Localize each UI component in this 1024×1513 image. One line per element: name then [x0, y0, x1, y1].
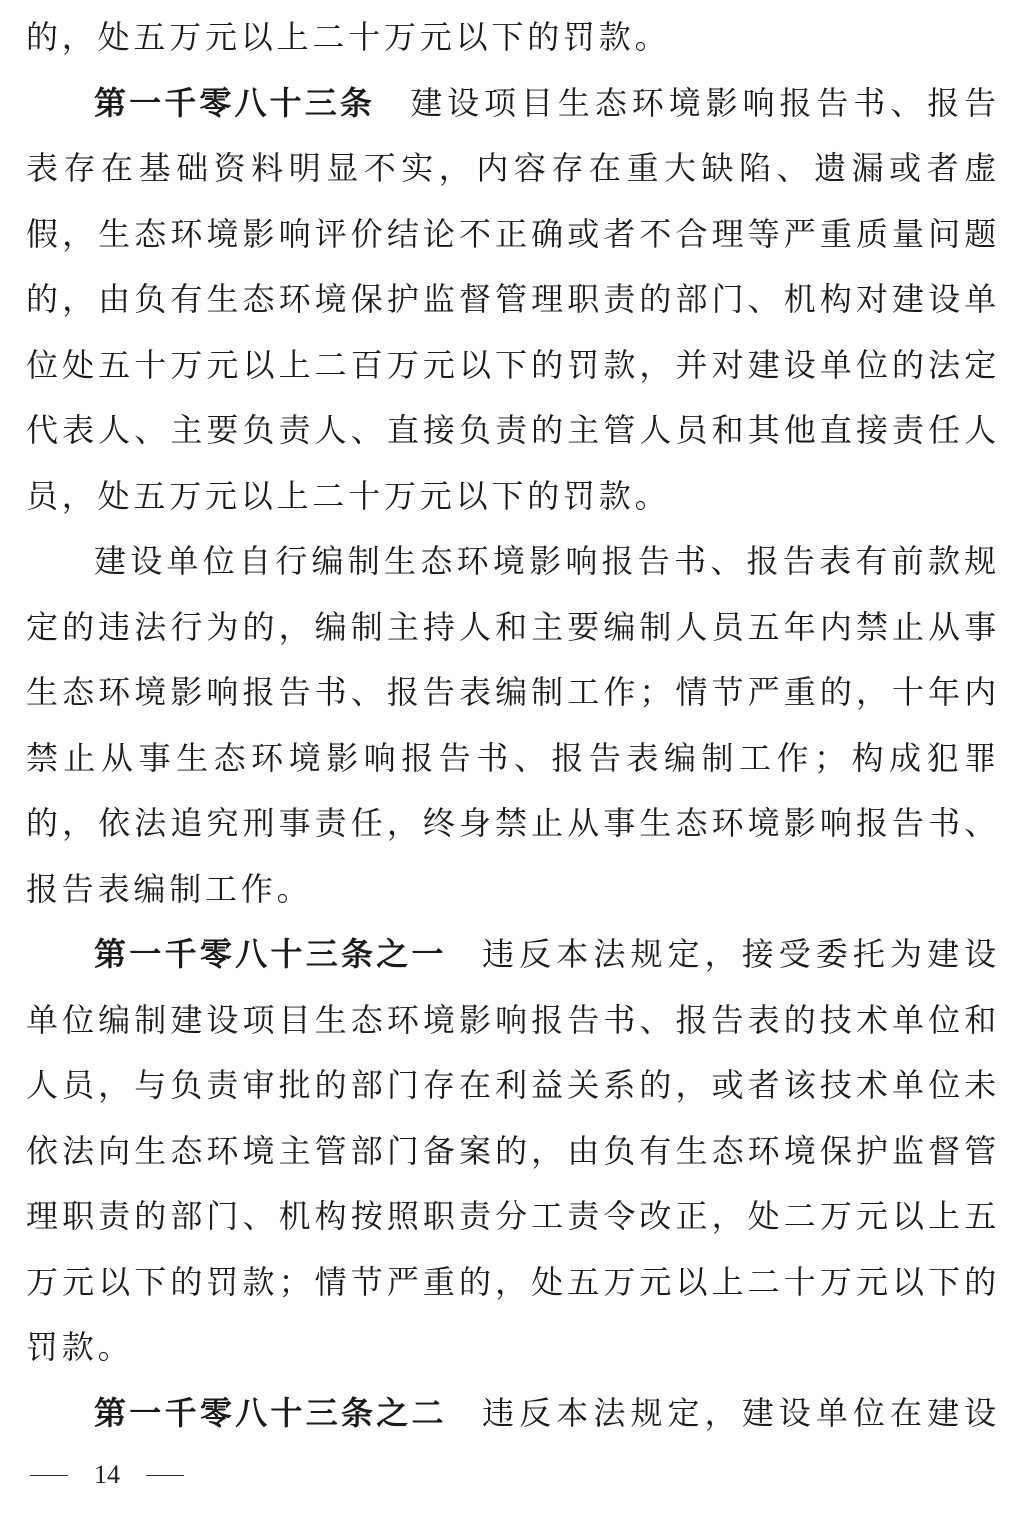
article-1083 — [26, 71, 1000, 530]
paragraph-text: 建设单位自行编制生态环境影响报告书、报告表有前款规定的违法行为的，编制主持人和主要编制人员五年内禁止从事生态环境影响报告书、报告表编制工作；情节严重的，十年内禁止从事生态环境影响报告书、报告表编制工作；构成犯罪的，依法追究刑事责任，终身禁止从事生态环境影响报告书、报告表编制工作。 — [26, 542, 1000, 908]
article-number: 第一千零八十三条 — [94, 83, 376, 122]
article-number: 第一千零八十三条之二 — [94, 1393, 447, 1432]
page-number: 14 — [94, 1460, 120, 1489]
page-footer — [30, 1455, 184, 1495]
article-number: 第一千零八十三条之一 — [94, 935, 447, 973]
article-text: 违反本法规定，建设单位在建设 — [480, 1393, 1000, 1432]
document-body — [26, 0, 1000, 1455]
paragraph-continuation — [26, 5, 1000, 71]
article-1083-paragraph-2 — [26, 529, 1000, 922]
paragraph-text: 的，处五万元以上二十万元以下的罚款。 — [26, 18, 671, 56]
article-text: 违反本法规定，接受委托为建设单位编制建设项目生态环境影响报告书、报告表的技术单位和人员，与负责审批的部门存在利益关系的，或者该技术单位未依法向生态环境主管部门备案的，由负有生态环境保护监督管理职责的部门、机构按照职责分工责令改正，处二万元以上五万元以下的罚款；情节严重的，处五万元以上二十万元以下的罚款。 — [26, 935, 1000, 1366]
footer-dash-right — [146, 1475, 184, 1476]
footer-dash-left — [30, 1475, 68, 1476]
article-1083-1 — [26, 922, 1000, 1381]
article-1083-2 — [26, 1381, 1000, 1456]
article-text: 建设项目生态环境影响报告书、报告表存在基础资料明显不实，内容存在重大缺陷、遗漏或者虚假，生态环境影响评价结论不正确或者不合理等严重质量问题的，由负有生态环境保护监督管理职责的部门、机构对建设单位处五十万元以上二百万元以下的罚款，并对建设单位的法定代表人、主要负责人、直接负责的主管人员和其他直接责任人员，处五万元以上二十万元以下的罚款。 — [26, 83, 1000, 515]
